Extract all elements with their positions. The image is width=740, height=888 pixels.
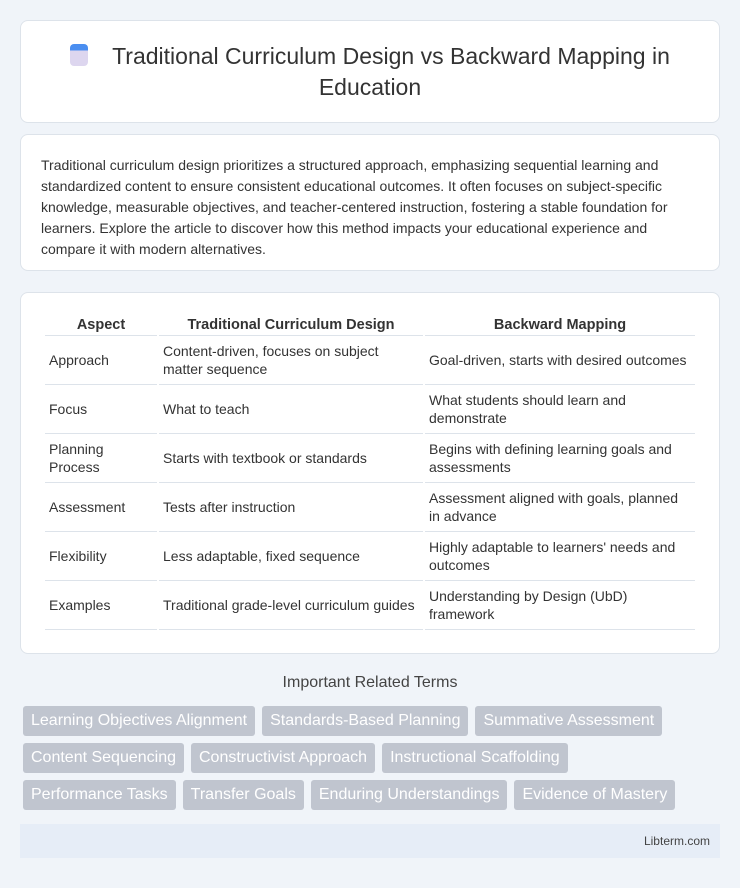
- table-cell: Flexibility: [45, 532, 157, 581]
- intro-text: Traditional curriculum design prioritizes a structured approach, emphasizing sequential learning and standardized content to ensure consistent educational outcomes. It often focuses on subject-specific knowledge, measurable objectives, and teacher-centered instruction, fostering a stable foundation for learners. Explore the article to discover how this method impacts your educational experience and compare it with modern alternatives.: [41, 157, 668, 257]
- related-term-tag[interactable]: Constructivist Approach: [191, 743, 375, 773]
- related-term-tag[interactable]: Learning Objectives Alignment: [23, 706, 255, 736]
- table-header: Backward Mapping: [425, 313, 695, 336]
- table-cell: Traditional grade-level curriculum guides: [159, 581, 423, 630]
- related-term-tag[interactable]: Performance Tasks: [23, 780, 176, 810]
- table-cell: Less adaptable, fixed sequence: [159, 532, 423, 581]
- table-row: [45, 532, 695, 581]
- table-cell: What students should learn and demonstrate: [425, 385, 695, 434]
- table-row: [45, 434, 695, 483]
- related-term-tag[interactable]: Instructional Scaffolding: [382, 743, 568, 773]
- table-header: Aspect: [45, 313, 157, 336]
- table-row: [45, 581, 695, 630]
- table-cell: Assessment aligned with goals, planned in advance: [425, 483, 695, 532]
- related-term-tag[interactable]: Enduring Understandings: [311, 780, 508, 810]
- table-cell: Goal-driven, starts with desired outcomes: [425, 336, 695, 385]
- table-cell: Content-driven, focuses on subject matter sequence: [159, 336, 423, 385]
- comparison-card: [20, 292, 720, 654]
- table-cell: Highly adaptable to learners' needs and outcomes: [425, 532, 695, 581]
- related-term-tag[interactable]: Transfer Goals: [183, 780, 304, 810]
- table-cell: Tests after instruction: [159, 483, 423, 532]
- table-row: [45, 336, 695, 385]
- table-header: Traditional Curriculum Design: [159, 313, 423, 336]
- table-cell: Approach: [45, 336, 157, 385]
- footer-link[interactable]: Libterm.com: [643, 834, 710, 848]
- related-term-tag[interactable]: Content Sequencing: [23, 743, 184, 773]
- table-row: [45, 483, 695, 532]
- table-cell: Examples: [45, 581, 157, 630]
- table-cell: Focus: [45, 385, 157, 434]
- related-term-tag[interactable]: Standards-Based Planning: [262, 706, 468, 736]
- table-cell: Begins with defining learning goals and assessments: [425, 434, 695, 483]
- table-cell: Assessment: [45, 483, 157, 532]
- table-cell: What to teach: [159, 385, 423, 434]
- table-cell: Understanding by Design (UbD) framework: [425, 581, 695, 630]
- table-cell: Starts with textbook or standards: [159, 434, 423, 483]
- related-terms-title: Important Related Terms: [282, 674, 458, 691]
- footer: [20, 824, 720, 858]
- related-term-tag[interactable]: Evidence of Mastery: [514, 780, 675, 810]
- table-cell: Planning Process: [45, 434, 157, 483]
- related-term-tag[interactable]: Summative Assessment: [475, 706, 662, 736]
- calendar-icon: [70, 44, 88, 66]
- comparison-table: [43, 313, 697, 630]
- page-title: Traditional Curriculum Design vs Backward Mapping in Education: [51, 41, 689, 103]
- table-row: [45, 385, 695, 434]
- intro-card: [20, 134, 720, 271]
- header-card: [20, 20, 720, 123]
- related-terms-list: [23, 706, 713, 810]
